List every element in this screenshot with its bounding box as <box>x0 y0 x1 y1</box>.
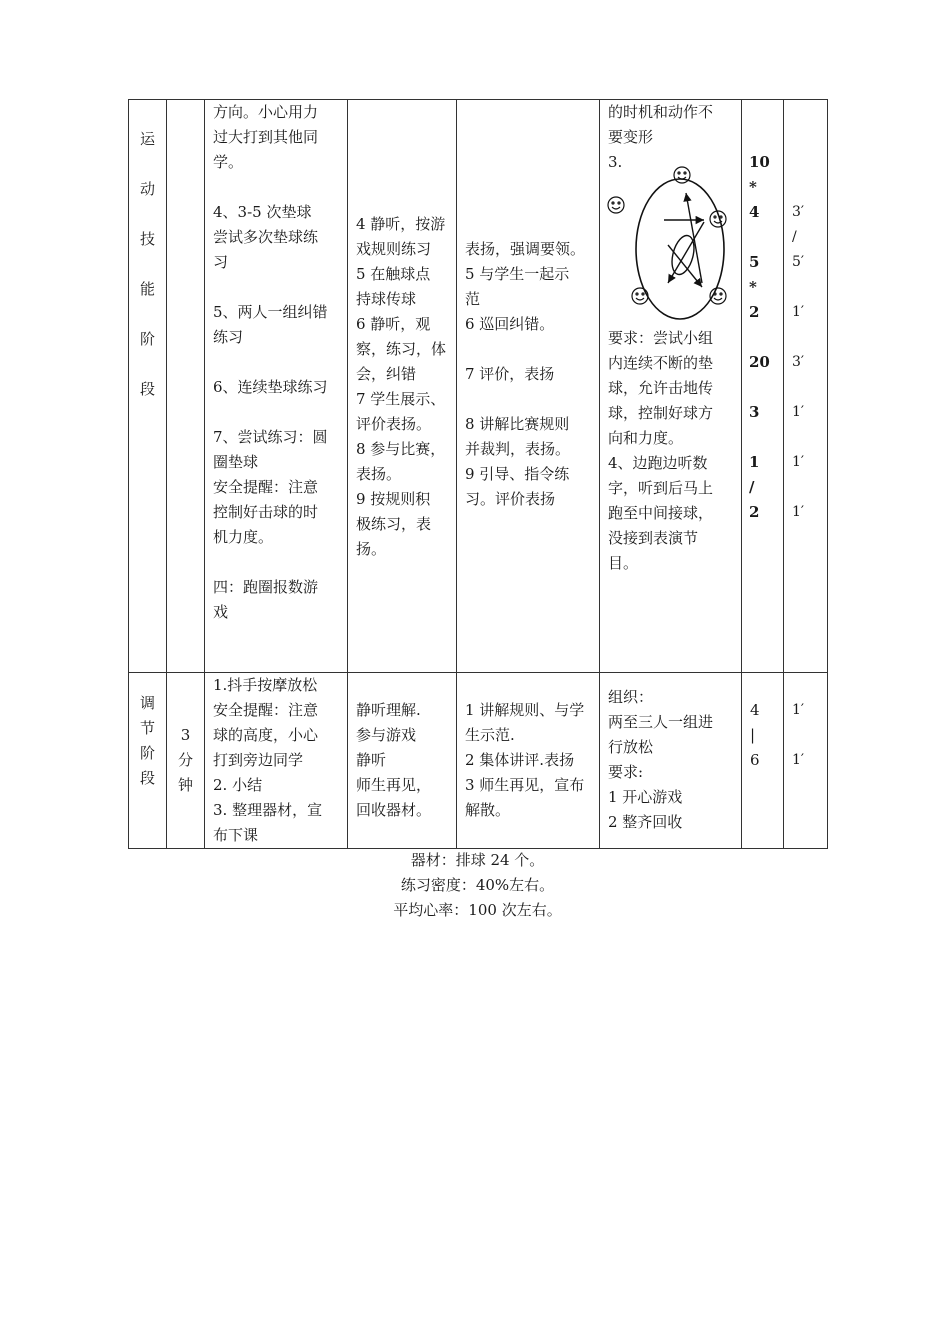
time-cell <box>784 673 828 849</box>
content-item-6 <box>213 375 339 400</box>
content-text <box>205 100 347 625</box>
time-value: 1′ <box>792 304 805 320</box>
text-line: 6、连续垫球练习 <box>213 378 328 396</box>
stage-label <box>129 100 166 402</box>
text-line: 球的高度，小心 <box>213 726 319 744</box>
content-cell <box>205 100 348 673</box>
time-cell <box>784 100 828 673</box>
text-line: 参与游戏 <box>356 726 417 744</box>
time-value: 3′ <box>792 354 805 370</box>
text-line: 4、3-5 次垫球 <box>213 203 312 221</box>
heart-rate-note: 平均心率：100 次左右。 <box>393 901 562 919</box>
practice-density-note: 练习密度：40%左右。 <box>400 876 555 894</box>
text-line: 5 与学生一起示 <box>465 265 570 283</box>
content-text <box>205 673 347 848</box>
reps <box>742 673 783 773</box>
teacher-activity-cell <box>457 673 600 849</box>
text-line: 6 巡回纠错。 <box>465 315 555 333</box>
time-value <box>792 375 827 400</box>
duration-char: 钟 <box>177 776 193 794</box>
student-face-icon <box>632 288 648 304</box>
text-line: 安全提醒：注意 <box>213 478 319 496</box>
text-line: 圈垫球 <box>213 453 259 471</box>
stage-char: 阶 <box>139 744 155 762</box>
text-line: 静听理解. <box>356 701 421 719</box>
stage-label-cell <box>129 673 167 849</box>
organization-cell <box>600 100 742 673</box>
organization-cell <box>600 673 742 849</box>
text-line: 4、边跑边听数 <box>608 454 708 472</box>
text-line: 表扬，强调要领。 <box>465 240 586 258</box>
text-line: 行放松 <box>608 738 654 756</box>
time <box>784 100 827 525</box>
student-face-icon <box>674 167 690 183</box>
text-line: 2 集体讲评.表扬 <box>465 751 575 769</box>
stage-char: 段 <box>139 380 155 398</box>
content-item-5 <box>213 300 339 350</box>
stage-char: 动 <box>139 180 155 198</box>
text-line: 跑至中间接球， <box>608 504 714 522</box>
time <box>784 673 827 798</box>
text-line: 7 学生展示、 <box>356 390 446 408</box>
text-line: 静听 <box>356 751 387 769</box>
text-line: 3 师生再见，宣布 <box>465 776 585 794</box>
stage-char: 技 <box>139 230 155 248</box>
duration-char: 分 <box>177 751 193 769</box>
text-line: 持球传球 <box>356 290 417 308</box>
text-line: 极练习，表 <box>356 515 432 533</box>
time-value <box>792 275 827 300</box>
text-line: 生示范. <box>465 726 515 744</box>
text-line: 表扬。 <box>356 465 402 483</box>
reps-value <box>749 325 783 350</box>
text-line: 打到旁边同学 <box>213 751 304 769</box>
text-line: 戏 <box>213 603 229 621</box>
time-value <box>792 325 827 350</box>
text-line: 戏规则练习 <box>356 240 432 258</box>
stage-char: 阶 <box>139 330 155 348</box>
text-line: 球，允许击地传 <box>608 379 714 397</box>
organization <box>600 100 741 576</box>
reps-value: 10 <box>749 153 770 171</box>
reps-value: 2 <box>749 503 760 521</box>
duration-cell <box>167 100 205 673</box>
text-line: 解散。 <box>465 801 511 819</box>
text-line: 两至三人一组进 <box>608 713 714 731</box>
text-line: 2. 小结 <box>213 776 263 794</box>
text-line: 8 参与比赛， <box>356 440 446 458</box>
content-item-7 <box>213 425 339 550</box>
time-value: / <box>792 229 797 245</box>
text-line: 5 在触球点 <box>356 265 431 283</box>
duration-char: 3 <box>180 726 191 744</box>
text-line: 方向。小心用力 <box>213 103 319 121</box>
text-line: 尝试多次垫球练 <box>213 228 319 246</box>
lesson-plan-table <box>128 99 828 849</box>
text-line: 察，练习，体 <box>356 340 447 358</box>
text-line: 9 引导、指令练 <box>465 465 570 483</box>
teacher-activity-cell <box>457 100 600 673</box>
text-line: 评价表扬。 <box>356 415 432 433</box>
text-line: 字，听到后马上 <box>608 479 714 497</box>
reps-value: / <box>749 478 755 496</box>
text-line: 的时机和动作不 <box>608 103 714 121</box>
text-line: 扬。 <box>356 540 387 558</box>
reps-value: 6 <box>750 751 760 769</box>
reps-cell <box>742 673 784 849</box>
text-line: 要变形 <box>608 128 654 146</box>
text-line: 组织： <box>608 688 654 706</box>
duration <box>167 673 204 798</box>
organization-requirement-2 <box>608 451 733 576</box>
duration-cell <box>167 673 205 849</box>
text-line: 机力度。 <box>213 528 274 546</box>
text-line: 练习 <box>213 328 244 346</box>
time-value: 1′ <box>792 752 805 768</box>
time-value <box>792 425 827 450</box>
reps-cell <box>742 100 784 673</box>
text-line: 2 整齐回收 <box>608 813 683 831</box>
text-line: 范 <box>465 290 481 308</box>
student-activity-cell <box>348 673 457 849</box>
text-line: 并裁判，表扬。 <box>465 440 571 458</box>
student-activity-cell <box>348 100 457 673</box>
text-line: 没接到表演节 <box>608 529 699 547</box>
text-line: 过大打到其他同 <box>213 128 319 146</box>
row-skill-stage <box>129 100 828 673</box>
text-line: 8 讲解比赛规则 <box>465 415 570 433</box>
text-line: 9 按规则积 <box>356 490 431 508</box>
text-line: 内连续不断的垫 <box>608 354 714 372</box>
stage-char: 运 <box>139 130 155 148</box>
text-line: 3. <box>608 153 623 171</box>
text-line <box>465 387 591 412</box>
text-line: 1 讲解规则、与学 <box>465 701 585 719</box>
reps-value: 2 <box>749 303 760 321</box>
time-value: 5′ <box>792 254 805 270</box>
text-line: 1 开心游戏 <box>608 788 683 806</box>
reps-value: * <box>749 278 757 296</box>
time-value: 1′ <box>792 702 805 718</box>
reps-value <box>749 425 783 450</box>
student-face-icon <box>608 197 624 213</box>
reps-value: 3 <box>749 403 760 421</box>
teacher-activity <box>457 673 599 823</box>
row-regulation-stage <box>129 673 828 849</box>
reps-value: 5 <box>749 253 760 271</box>
organization <box>600 673 741 835</box>
stage-char: 段 <box>139 769 155 787</box>
text-line: 4 静听，按游 <box>356 215 446 233</box>
text-line: 6 静听，观 <box>356 315 431 333</box>
organization-requirement-1 <box>608 326 733 451</box>
stage-label <box>129 673 166 791</box>
stage-char: 能 <box>139 280 155 298</box>
time-value <box>792 475 827 500</box>
time-value: 1′ <box>792 504 805 520</box>
text-line: 控制好击球的时 <box>213 503 319 521</box>
text-line: 习 <box>213 253 229 271</box>
text-line: 7、尝试练习：圆 <box>213 428 328 446</box>
reps-value: 4 <box>749 203 760 221</box>
reps-value: 1 <box>749 453 760 471</box>
text-line: 向和力度。 <box>608 429 684 447</box>
text-line: 要求: <box>608 763 644 781</box>
time-value: 3′ <box>792 204 805 220</box>
reps-value: * <box>749 178 757 196</box>
student-activity <box>348 100 456 562</box>
text-line: 球，控制好球方 <box>608 404 714 422</box>
text-line: 四：跑圈报数游 <box>213 578 319 596</box>
time-value: 1′ <box>792 454 805 470</box>
text-line: 3. 整理器材，宣 <box>213 801 323 819</box>
text-line: 会，纠错 <box>356 365 417 383</box>
text-line: 1.抖手按摩放松 <box>213 676 318 694</box>
content-cell <box>205 673 348 849</box>
student-activity <box>348 673 456 823</box>
stage-char: 节 <box>139 719 155 737</box>
reps-value <box>749 225 783 250</box>
text-line: 回收器材。 <box>356 801 432 819</box>
text-line <box>465 337 591 362</box>
time-value: 1′ <box>792 404 805 420</box>
text-line: 安全提醒：注意 <box>213 701 319 719</box>
text-line: 目。 <box>608 554 639 572</box>
reps <box>742 100 783 525</box>
content-game <box>213 575 339 625</box>
content-item-4 <box>213 200 339 275</box>
text-line: 学。 <box>213 153 244 171</box>
text-line: 布下课 <box>213 826 259 844</box>
text-line: 7 评价，表扬 <box>465 365 555 383</box>
reps-value: | <box>750 726 756 744</box>
reps-value <box>749 375 783 400</box>
reps-value: 20 <box>749 353 770 371</box>
text-line: 5、两人一组纠错 <box>213 303 328 321</box>
text-line: 要求：尝试小组 <box>608 329 714 347</box>
equipment-note: 器材：排球 24 个。 <box>410 851 545 869</box>
reps-value: 4 <box>750 701 760 719</box>
circle-drill-diagram <box>602 155 728 320</box>
stage-label-cell <box>129 100 167 673</box>
teacher-activity <box>457 100 599 512</box>
stage-char: 调 <box>139 694 155 712</box>
text-line: 师生再见， <box>356 776 432 794</box>
text-line: 习。评价表扬 <box>465 490 556 508</box>
content-intro <box>213 100 339 175</box>
